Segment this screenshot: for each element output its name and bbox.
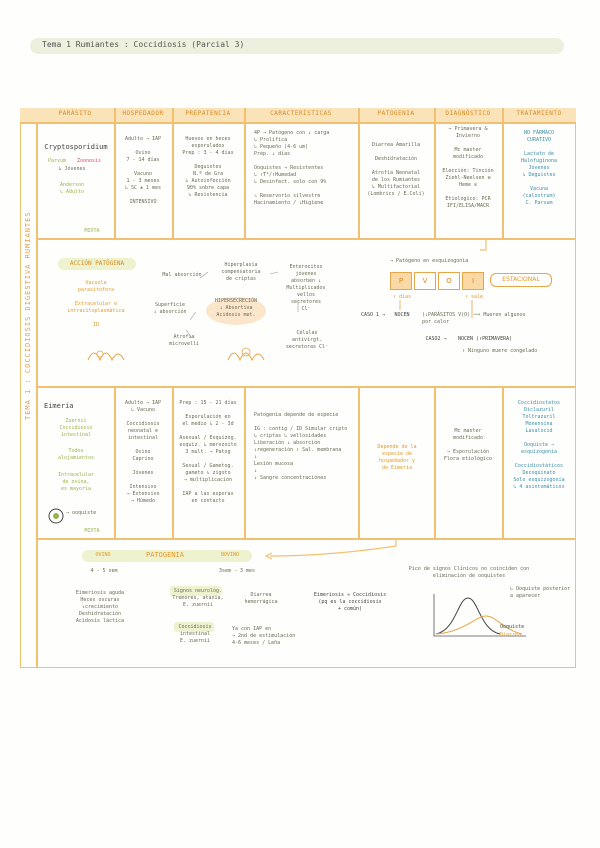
band2-diarrea: Diarrea hemorrágica xyxy=(244,592,278,605)
eimeria-l2: Todos alojamientos xyxy=(57,448,95,461)
band1-sale: ↑ sale xyxy=(464,294,484,300)
row2-caracteristicas: Patogenia depende de especie IG : contig / ID Simular cripto ↳ criptas ↳ vellosidades Liberación ↓ absorción ↓regeneración ↑ Sal. membrana ↓ Lesión mucosa ↓ ↓ Sangre concentraciones xyxy=(254,412,348,481)
band2-ooquiste-note: ↳ Ooquiste posterior a aparecer xyxy=(510,586,571,599)
band2-coccidiosis-int: Coccidiosis intestinal E. zuernii xyxy=(178,624,212,644)
band2-pill-label: PATOGENIA xyxy=(146,551,184,559)
eimeria-mixta: MIXTA xyxy=(84,528,100,534)
band2-ya-con: Ya con IAP en → 2nd de estimulación 4-6 meses / Leña xyxy=(232,626,296,646)
band1-congelado: ↑ Ninguno muere congelado xyxy=(462,348,538,354)
crypto-andersoni: Anderson ↳ Adulto xyxy=(59,182,85,195)
band1-superficie: Superficie ↓ absorción xyxy=(153,302,187,315)
pvoi-box-p: P xyxy=(390,272,412,290)
band1-atrofia: Atrofia microvelli xyxy=(168,334,200,347)
band2-bovino-range: 3sem - 3 mes xyxy=(218,568,256,574)
band2-ovino-list: Eimeriosis aguda Heces oscuras ↓crecimiento Deshidratación Acidosis láctica xyxy=(75,590,125,624)
pvoi-box-v: V xyxy=(414,272,436,290)
band1-parasitos: (↓PARÁSITOS V(O) ⟹ Mueren algunos por calor xyxy=(422,312,526,325)
parasite-name-crypto: Cryptosporidium xyxy=(44,143,108,151)
band2-eimeriosis: Eimeriosis ≈ Coccidiosis (pq es la coccidiosis + común) xyxy=(313,592,387,612)
band1-center: HIPERSECRECIÓN ↓ Absortiva Acidosis met. xyxy=(214,298,258,318)
band1-nocen2: NOCEN (↑PRIMAVERA) xyxy=(458,336,513,342)
row1-prepatencia: Huevos en heces esporulados Prep : 3 - 4 días Deguistes N.º de Gra ↳ Autoinfección 90% sobre capa ↳ Resistencia xyxy=(182,136,234,198)
zoonosis-label: Zoonosis xyxy=(76,158,102,164)
header-prepatencia: PREPATENCIA xyxy=(185,110,231,117)
header-diagnostico: DIAGNÓSTICO xyxy=(445,110,491,117)
parasite-name-eimeria: Eimeria xyxy=(44,402,74,410)
page-title: Tema 1 Rumiantes : Coccidiosis (Parcial 3) xyxy=(42,40,245,49)
crypto-jovenes: ↳ Jóvenes xyxy=(58,166,86,172)
accion-patogena-pill: ACCIÓN PATÓGENA xyxy=(58,258,136,270)
row2-tratamiento: Coccidiostatos Diclazuril Toltrazuril Monensina Lasalocid Ooquiste → esquizogonia Coccidiostáticos Decoquinato Solo esquizogonia ↳ 4 asintomáticos xyxy=(513,400,565,490)
band2-ovino: OVINO xyxy=(95,552,111,558)
band1-mal-absorcion: Mal absorción xyxy=(162,272,202,278)
band1-dias: ↑ días xyxy=(392,294,412,300)
eimeria-ooquiste: → ooquiste xyxy=(66,510,97,516)
legend-diarrea: Diarrea xyxy=(500,632,522,638)
pvoi-box-i: I xyxy=(462,272,484,290)
header-hospedador: HOSPEDADOR xyxy=(122,110,164,117)
header-tratamiento: TRATAMIENTO xyxy=(516,110,562,117)
band1-caso1: CASO 1 → xyxy=(360,312,386,318)
band2-bovino: BOVINO xyxy=(220,552,240,558)
row1-tratamiento: NO FÁRMACO CURATIVO Lactato de Halofuginona Jóvenes ↳ Deguistes Vacuna (calostrum) C. Parvum xyxy=(520,130,558,206)
header-caracteristicas: CARACTERÍSTICAS xyxy=(270,110,332,117)
row1-patogenia: Diarrea Amarilla Deshidratación Atrofia Neonatal de los Rumiantes ↳ Multifactorial (Lombrics / E.Coli) xyxy=(367,142,425,197)
header-parasito: PARÁSITO xyxy=(58,110,92,117)
side-label: TEMA 1 : COCCIDIOSIS DIGESTIVA RUMIANTES xyxy=(24,211,32,420)
row1-caracteristicas: 4P → Patógeno con ↓ carga ↳ Prolífica ↳ Pequeño (4-6 um) Prep. ↓ días Ooquistes → Resistentes ↳ ↑T°/↑Humedad ↳ Desinfect. solo con 9% ⚠ Reservorio silvestre Hacinamiento / ↓Higiene xyxy=(254,130,330,206)
band1-right-top: → Patógeno en esquizogonia xyxy=(390,258,469,264)
band2-signos: Signos neurológ. Tremores, ataxia, E. zuernii xyxy=(172,588,224,608)
band1-celulas: Células antivirgt. secretoras Cl⁻ xyxy=(285,330,329,350)
legend-ooquiste: Ooquiste xyxy=(500,624,525,630)
header-patogenia: PATOGENIA xyxy=(377,110,415,117)
band2-pico: Pico de signos Clínicos no coinciden con eliminación de ooquistes xyxy=(408,566,530,579)
row2-prepatencia: Prep : 15 - 21 días Esporulación en el medio ↳ 2 - 3d Asexual / Esquizog. esquiz. ↳ merozoito 3 mult. → Patog Sexual / Gametog. gameto ↳ zigoto → multiplicación IAP a las esporas en contacto xyxy=(179,400,237,504)
band1-notes-left: Vacuola parasitófora Extracelular e intracitoplasmática ID xyxy=(67,280,125,328)
band1-enterocitos: Enterocitos jóvenes absorben ↓ Multiplicados vellos secretores Cl⁻ xyxy=(286,264,326,312)
crypto-mixta: MIXTA xyxy=(84,228,100,234)
band1-caso2: CASO2 → xyxy=(425,336,447,342)
band1-nocen: NOCEN xyxy=(394,312,410,318)
band1-hiperplasia: Hiperplasia compensatoria de criptas xyxy=(221,262,261,282)
row2-hospedador: Adulto → IAP ↳ Vacuno Coccidiosis neonatal e intestinal Ovino Caprino Jóvenes Intensivo → Extensivo → Húmedo xyxy=(124,400,162,504)
row2-diagnostico: Mc master modificado → Esporulación Flora etiológico xyxy=(443,428,493,462)
crypto-parvum: Parvum xyxy=(47,158,67,164)
pvoi-box-o: O xyxy=(438,272,460,290)
row1-diagnostico: → Primavera & Invierno Mc master modificado Elección: Tinción Ziehl-Neelsen ⊕ Heme ⊙ Etiológico: PCR IFI/ELISA/MACR xyxy=(442,126,494,209)
estacional-badge: ESTACIONAL xyxy=(490,273,552,287)
row1-hospedador: Adulto → IAP Ovino 7 - 14 días Vacuno 1 - 3 meses ↳ SC ± 1 mes INTENSIVO xyxy=(124,136,162,205)
eimeria-l3: Intracelular de ovina, es mayoría xyxy=(57,472,95,492)
band2-ovino-range: 4 - 5 sem xyxy=(90,568,118,574)
eimeria-l1: Zuernii Coccidiosis intestinal xyxy=(59,418,93,438)
row2-patogenia: Depende de la especie de hospedador y de Eimeria xyxy=(377,444,417,471)
